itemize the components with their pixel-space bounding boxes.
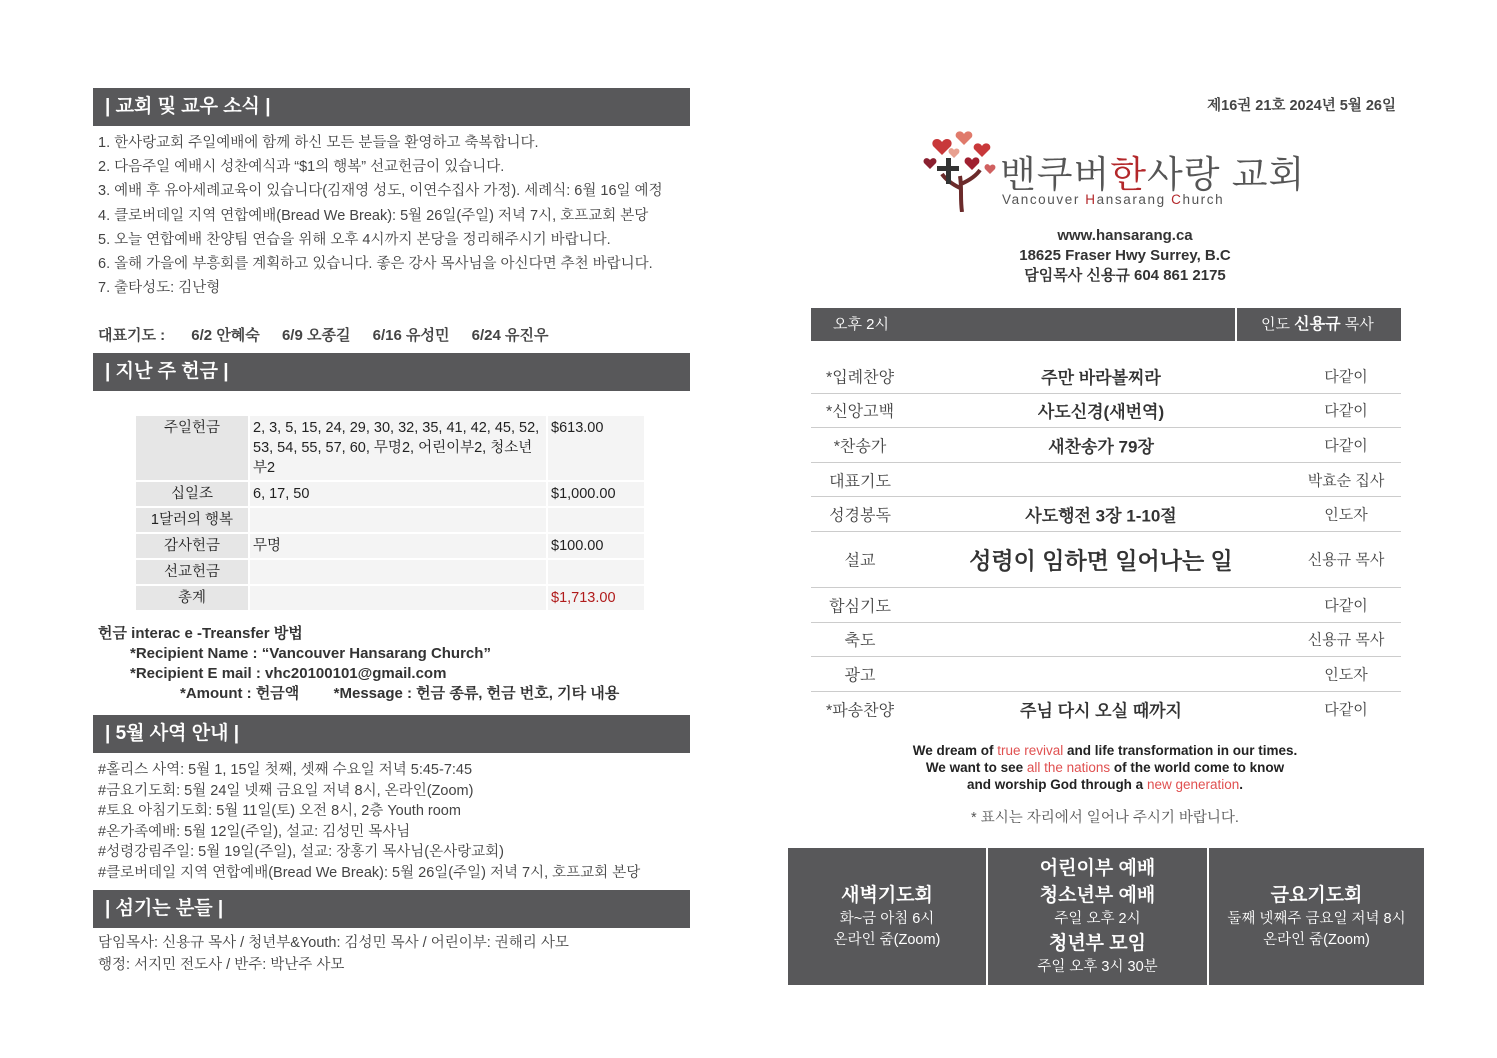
vision-highlight: new generation bbox=[1146, 777, 1240, 792]
table-row bbox=[811, 692, 1401, 726]
order-by: 다같이 bbox=[1324, 597, 1368, 615]
offering-type: 총계 bbox=[135, 585, 249, 611]
vision-text: and life transformation in our times. bbox=[1063, 743, 1298, 758]
kids-time: 주일 오후 2시 bbox=[1054, 911, 1141, 927]
pastor-contact: 담임목사 신용규 604 861 2175 bbox=[1024, 267, 1226, 284]
order-by: 다같이 bbox=[1324, 368, 1368, 386]
prayer-schedule bbox=[98, 324, 567, 345]
order-title: 주만 바라볼찌라 bbox=[1041, 368, 1161, 388]
order-part: *입례찬양 bbox=[825, 369, 895, 387]
church-contact bbox=[960, 226, 1290, 286]
order-by: 박효순 집사 bbox=[1307, 472, 1385, 490]
order-part: *찬송가 bbox=[833, 438, 887, 456]
recipient-name: *Recipient Name : “Vancouver Hansarang Church” bbox=[130, 645, 491, 662]
table-row bbox=[811, 394, 1401, 429]
list-item: 담임목사: 신용규 목사 / 청년부&Youth: 김성민 목사 / 어린이부: 권해리 사모 bbox=[98, 935, 569, 951]
list-item: 2. 다음주일 예배시 성찬예식과 “$1의 행복” 선교헌금이 있습니다. bbox=[98, 159, 505, 176]
order-by: 신용규 목사 bbox=[1307, 551, 1385, 569]
offering-amount: $613.00 bbox=[547, 415, 645, 481]
sermon-title: 성령이 임하면 일어나는 일 bbox=[969, 547, 1233, 574]
offering-numbers bbox=[249, 585, 547, 611]
vision-text: We dream of bbox=[912, 743, 998, 758]
vision-text: of the world come to know bbox=[1110, 760, 1285, 775]
order-part: 광고 bbox=[844, 667, 876, 685]
table-row bbox=[811, 588, 1401, 623]
order-title: 주님 다시 오실 때까지 bbox=[1020, 701, 1182, 721]
church-name-highlight: H bbox=[1085, 192, 1097, 207]
address: 18625 Fraser Hwy Surrey, B.C bbox=[1019, 247, 1231, 264]
friday-title: 금요기도회 bbox=[1270, 885, 1363, 906]
table-row bbox=[811, 463, 1401, 498]
dawn-time: 화~금 아침 6시 bbox=[839, 911, 935, 927]
etransfer-info bbox=[98, 624, 619, 704]
table-row bbox=[811, 428, 1401, 463]
table-row bbox=[135, 559, 645, 585]
table-row bbox=[811, 623, 1401, 658]
list-item: 1. 한사랑교회 주일예배에 함께 하신 모든 분들을 환영하고 축복합니다. bbox=[98, 135, 539, 151]
stand-note: * 표시는 자리에서 일어나 주시기 바랍니다. bbox=[971, 810, 1239, 826]
table-row bbox=[135, 481, 645, 507]
leader-prefix: 인도 bbox=[1261, 316, 1290, 333]
church-name-part: 사랑 교회 bbox=[1146, 154, 1306, 195]
list-item: 6. 올해 가을에 부흥회를 계획하고 있습니다. 좋은 강사 목사님을 아신다면 추천 바랍니다. bbox=[98, 255, 653, 272]
message-note: *Message : 헌금 종류, 헌금 번호, 기타 내용 bbox=[333, 685, 620, 702]
list-item: #온가족예배: 5월 12일(주일), 설교: 김성민 목사님 bbox=[98, 823, 411, 840]
table-row bbox=[811, 359, 1401, 394]
offering-table bbox=[134, 414, 646, 612]
youth-title: 청소년부 예배 bbox=[1039, 885, 1156, 906]
offering-type: 주일헌금 bbox=[135, 415, 249, 481]
order-part: 설교 bbox=[844, 552, 876, 570]
church-name-highlight: 한 bbox=[1110, 154, 1147, 195]
offering-header: | 지난 주 헌금 | bbox=[93, 353, 690, 391]
leader-suffix: 목사 bbox=[1344, 316, 1374, 333]
table-row bbox=[811, 657, 1401, 692]
servers-header: | 섬기는 분들 | bbox=[93, 890, 690, 928]
may-ministry-list bbox=[98, 760, 640, 884]
list-item: 7. 출타성도: 김난형 bbox=[98, 280, 221, 297]
prayer-entry: 6/24 유진우 bbox=[471, 327, 549, 344]
church-name-part: hurch bbox=[1182, 192, 1225, 207]
table-row bbox=[135, 415, 645, 481]
church-name-part: Vancouver bbox=[1002, 192, 1086, 207]
offering-type: 선교헌금 bbox=[135, 559, 249, 585]
vision-text: and worship God through a bbox=[966, 777, 1147, 792]
church-name-english bbox=[1002, 192, 1224, 207]
offering-numbers bbox=[249, 507, 547, 533]
vision-text: We want to see bbox=[925, 760, 1027, 775]
etransfer-title: 헌금 interac e -Treansfer 방법 bbox=[98, 625, 303, 642]
young-adult-time: 주일 오후 3시 30분 bbox=[1037, 959, 1158, 975]
order-by: 인도자 bbox=[1324, 666, 1368, 684]
prayer-entry: 6/2 안혜숙 bbox=[191, 327, 260, 344]
service-leader bbox=[1261, 308, 1374, 341]
list-item: #클로버데일 지역 연합예배(Bread We Break): 5월 26일(주일) 저녁 7시, 호프교회 본당 bbox=[98, 864, 641, 881]
news-list bbox=[98, 131, 663, 300]
service-header-bar bbox=[811, 308, 1401, 341]
table-row bbox=[811, 497, 1401, 532]
order-by: 인도자 bbox=[1324, 506, 1368, 524]
kids-youth-box bbox=[988, 848, 1207, 985]
order-part: 축도 bbox=[844, 632, 876, 650]
church-name-part: 밴쿠버 bbox=[1000, 154, 1111, 195]
table-row bbox=[135, 585, 645, 611]
order-part: 합심기도 bbox=[829, 598, 891, 616]
list-item: 3. 예배 후 유아세례교육이 있습니다(김재영 성도, 이연수집사 가정). 세례식: 6월 16일 예정 bbox=[98, 183, 663, 200]
offering-amount: $100.00 bbox=[547, 533, 645, 559]
order-part: *신앙고백 bbox=[825, 403, 895, 421]
news-header: | 교회 및 교우 소식 | bbox=[93, 88, 690, 126]
may-ministry-header: | 5월 사역 안내 | bbox=[93, 715, 690, 753]
order-part: *파송찬양 bbox=[825, 702, 895, 720]
order-title: 새찬송가 79장 bbox=[1048, 437, 1154, 457]
prayer-entry: 6/9 오종길 bbox=[281, 327, 351, 344]
offering-type: 1달러의 행복 bbox=[135, 507, 249, 533]
church-name-korean bbox=[1000, 144, 1305, 198]
offering-amount bbox=[547, 559, 645, 585]
list-item: 5. 오늘 연합예배 찬양팀 연습을 위해 오후 4시까지 본당을 정리해주시기 바랍니다. bbox=[98, 231, 611, 248]
order-of-worship bbox=[811, 359, 1401, 725]
amount-note: *Amount : 헌금액 bbox=[180, 685, 300, 702]
friday-prayer-box bbox=[1209, 848, 1424, 985]
servers-list bbox=[98, 933, 569, 976]
young-adult-title: 청년부 모임 bbox=[1048, 933, 1147, 954]
recipient-email: *Recipient E mail : vhc20100101@gmail.com bbox=[130, 665, 447, 682]
offering-type: 십일조 bbox=[135, 481, 249, 507]
dawn-prayer-box bbox=[788, 848, 986, 985]
offering-type: 감사헌금 bbox=[135, 533, 249, 559]
prayer-label: 대표기도 : bbox=[98, 327, 166, 344]
kids-title: 어린이부 예배 bbox=[1039, 858, 1156, 879]
order-part: 대표기도 bbox=[829, 473, 891, 491]
table-row bbox=[811, 532, 1401, 588]
list-item: #홀리스 사역: 5월 1, 15일 첫째, 셋째 수요일 저녁 5:45-7:45 bbox=[98, 762, 473, 778]
leader-name: 신용규 bbox=[1294, 316, 1341, 333]
friday-time: 둘째 넷째주 금요일 저녁 8시 bbox=[1227, 911, 1406, 927]
offering-total-amount: $1,713.00 bbox=[547, 585, 645, 611]
order-by: 다같이 bbox=[1324, 402, 1368, 420]
list-item: 4. 클로버데일 지역 연합예배(Bread We Break): 5월 26일(주일) 저녁 7시, 호프교회 본당 bbox=[98, 207, 649, 224]
dawn-title: 새벽기도회 bbox=[841, 885, 933, 906]
order-by: 신용규 목사 bbox=[1307, 631, 1385, 649]
order-title: 사도신경(새번역) bbox=[1037, 402, 1165, 422]
divider bbox=[1235, 308, 1237, 341]
vision-highlight: all the nations bbox=[1026, 760, 1111, 775]
offering-numbers: 2, 3, 5, 15, 24, 29, 30, 32, 35, 41, 42, 45, 52, 53, 54, 55, 57, 60, 무명2, 어린이부2, 청소년부2 bbox=[249, 415, 547, 481]
order-by: 다같이 bbox=[1324, 437, 1368, 455]
list-item: #금요기도회: 5월 24일 넷째 금요일 저녁 8시, 온라인(Zoom) bbox=[98, 782, 474, 799]
offering-numbers: 6, 17, 50 bbox=[249, 481, 547, 507]
list-item: #성령강림주일: 5월 19일(주일), 설교: 장홍기 목사님(온사랑교회) bbox=[98, 844, 504, 861]
church-name-highlight: C bbox=[1171, 192, 1183, 207]
vision-highlight: true revival bbox=[997, 743, 1064, 758]
vision-text: . bbox=[1239, 777, 1244, 792]
offering-numbers bbox=[249, 559, 547, 585]
offering-amount bbox=[547, 507, 645, 533]
website-link[interactable]: www.hansarang.ca bbox=[1057, 227, 1193, 244]
offering-amount: $1,000.00 bbox=[547, 481, 645, 507]
church-name-part: ansarang bbox=[1096, 192, 1172, 207]
heart-tree-icon bbox=[922, 128, 1002, 212]
list-item: #토요 아침기도회: 5월 11일(토) 오전 8시, 2층 Youth room bbox=[98, 803, 461, 820]
list-item: 행정: 서지민 전도사 / 반주: 박난주 사모 bbox=[98, 956, 345, 973]
order-part: 성경봉독 bbox=[829, 507, 891, 525]
dawn-place: 온라인 줌(Zoom) bbox=[833, 932, 941, 948]
service-time: 오후 2시 bbox=[833, 316, 889, 333]
vision-statement bbox=[860, 742, 1350, 793]
issue-info: 제16권 21호 2024년 5월 26일 bbox=[1207, 98, 1396, 114]
order-by: 다같이 bbox=[1324, 701, 1368, 719]
order-title: 사도행전 3장 1-10절 bbox=[1025, 506, 1177, 526]
offering-numbers: 무명 bbox=[249, 533, 547, 559]
table-row bbox=[135, 507, 645, 533]
table-row bbox=[135, 533, 645, 559]
prayer-entry: 6/16 유성민 bbox=[372, 327, 450, 344]
friday-place: 온라인 줌(Zoom) bbox=[1263, 932, 1370, 948]
